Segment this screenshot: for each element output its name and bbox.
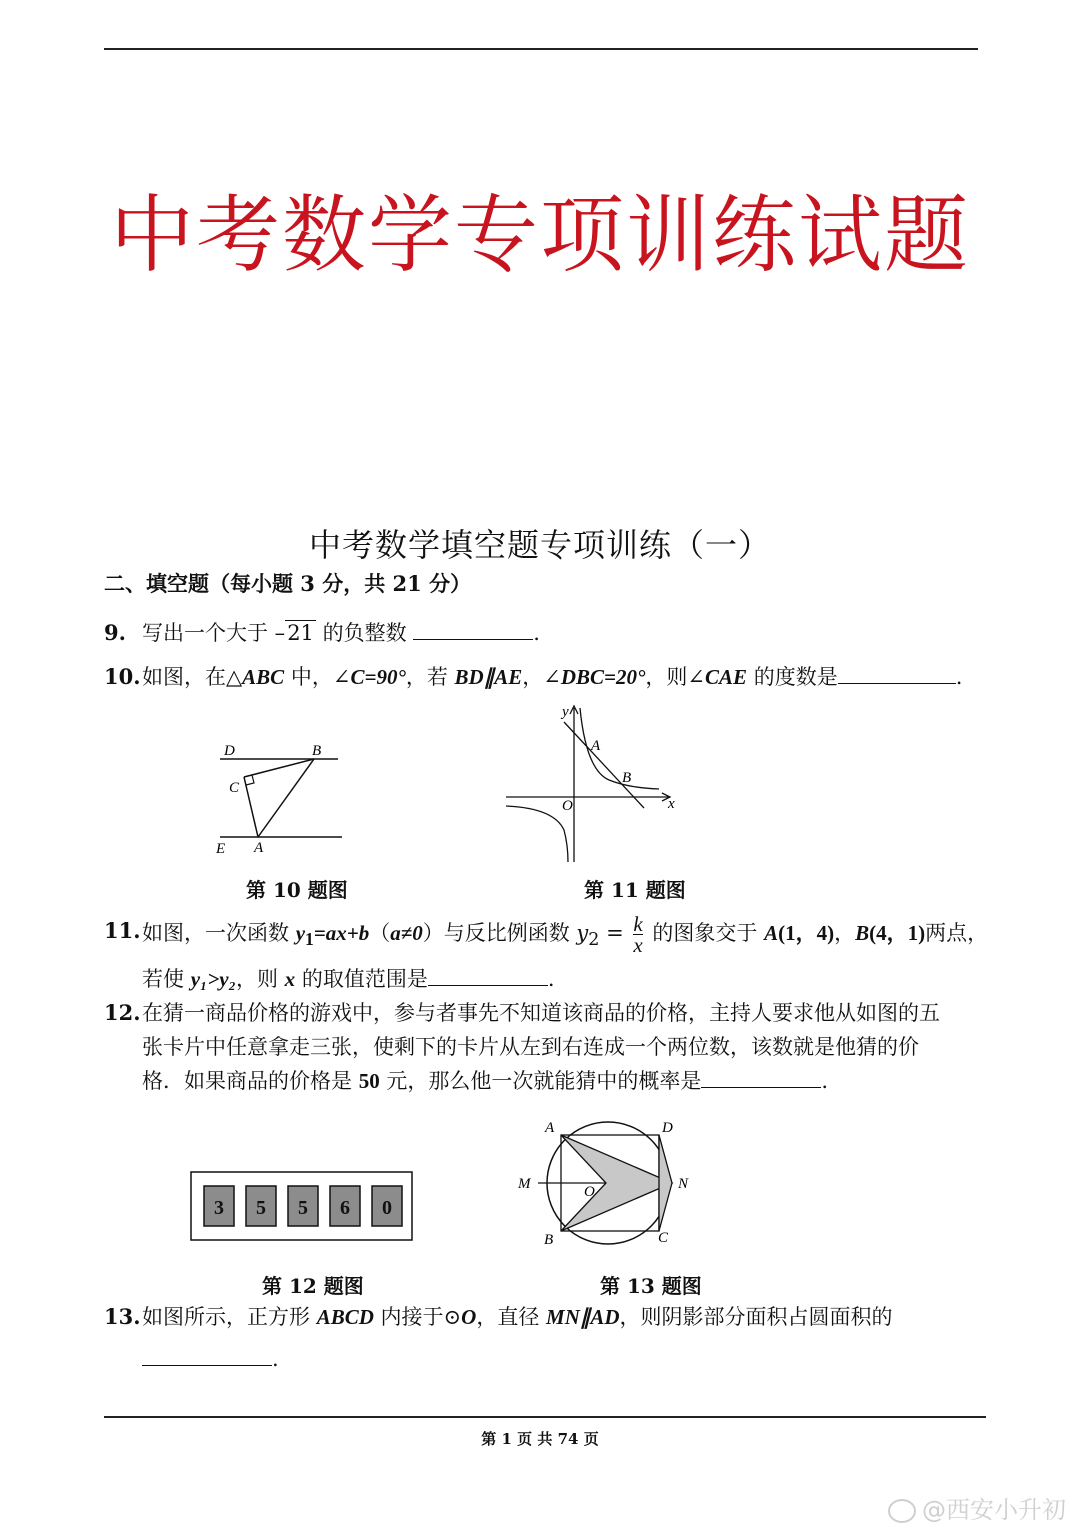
question-number: 13. <box>104 1304 141 1329</box>
question-text: ，则∠ <box>645 665 705 689</box>
question-text: 如图所示，正方形 <box>142 1305 317 1329</box>
question-text: ， <box>834 921 856 945</box>
figure-10-caption: 第 10 题图 <box>246 878 348 902</box>
math-expr: CAE <box>704 665 748 689</box>
question-text: 的图象交于 <box>645 921 765 945</box>
question-10 <box>104 660 963 694</box>
page-footer: 第 1 页 共 74 页 <box>481 1430 599 1448</box>
math-expr: a≠0 <box>390 921 423 945</box>
card-digit: 3 <box>214 1197 224 1219</box>
figure-10 <box>214 740 354 860</box>
question-text: 写出一个大于 – <box>142 621 286 645</box>
figure-12 <box>190 1171 414 1241</box>
figure-13-caption: 第 13 题图 <box>600 1274 702 1298</box>
label-M: M <box>518 1176 531 1192</box>
label-O: O <box>584 1184 595 1200</box>
question-text: 格．如果商品的价格是 <box>142 1069 359 1093</box>
card-digit: 5 <box>298 1197 308 1219</box>
top-rule <box>104 48 978 50</box>
sqrt-radicand: 21 <box>287 621 314 645</box>
card-digit: 6 <box>340 1197 350 1219</box>
question-number: 12. <box>104 1000 141 1025</box>
question-13 <box>104 1300 893 1334</box>
question-text: 的负整数 <box>315 621 407 645</box>
question-text: 如图，在△ <box>142 665 243 689</box>
label-B: B <box>622 770 632 786</box>
label-C: C <box>229 780 240 796</box>
math-expr: =ax+b <box>313 921 370 945</box>
answer-blank[interactable] <box>838 661 956 684</box>
math-sub: 2 <box>588 930 600 951</box>
watermark <box>888 1490 1066 1525</box>
math-expr: (1，4) <box>778 921 835 945</box>
card-digit: 5 <box>256 1197 266 1219</box>
math-expr: O <box>461 1305 477 1329</box>
answer-blank[interactable] <box>413 617 533 640</box>
label-A: A <box>254 840 264 856</box>
section-heading: 二、填空题（每小题 3 分，共 21 分） <box>104 571 472 596</box>
math-expr: y₁>y₂ <box>190 967 236 991</box>
math-expr: B <box>855 921 870 945</box>
label-B: B <box>312 743 322 759</box>
question-11-line-2 <box>142 962 555 996</box>
question-12-line-2 <box>142 1030 919 1064</box>
label-A: A <box>591 738 601 754</box>
math-expr: A <box>764 921 779 945</box>
answer-blank[interactable] <box>701 1065 821 1088</box>
question-text: ，∠ <box>522 665 561 689</box>
math-expr: x <box>284 967 296 991</box>
question-text: 在猜一商品价格的游戏中，参与者事先不知道该商品的价格，主持人要求他从如图的五 <box>142 1001 940 1025</box>
math-expr: y <box>295 921 306 945</box>
math-sub: 1 <box>305 929 314 950</box>
period: . <box>821 1069 829 1093</box>
question-text: 若使 <box>142 967 191 991</box>
question-text: 如图，一次函数 <box>142 921 296 945</box>
question-text: ，若 <box>405 665 455 689</box>
label-C: C <box>658 1230 669 1246</box>
question-text: 的取值范围是 <box>295 967 428 991</box>
label-D: D <box>662 1120 673 1136</box>
figure-11 <box>504 700 694 870</box>
answer-blank[interactable] <box>142 1343 272 1366</box>
figure-11-caption: 第 11 题图 <box>584 878 686 902</box>
label-y: y <box>562 704 569 720</box>
question-9 <box>104 616 540 650</box>
math-expr: = <box>599 921 631 945</box>
period: . <box>272 1347 279 1371</box>
math-expr: 50 <box>358 1069 380 1093</box>
question-text: （ <box>369 921 391 945</box>
watermark-text: @西安小升初 <box>922 1496 1066 1524</box>
fraction-denominator: x <box>633 933 643 957</box>
period: . <box>533 621 540 645</box>
period: . <box>547 967 555 991</box>
label-O: O <box>562 798 573 814</box>
figure-12-caption: 第 12 题图 <box>262 1274 364 1298</box>
question-text: 两点， <box>925 921 989 945</box>
question-number: 10. <box>104 664 141 689</box>
label-x: x <box>668 796 675 812</box>
question-text: ）与反比例函数 <box>422 921 577 945</box>
question-text: 元，那么他一次就能猜中的概率是 <box>379 1069 702 1093</box>
question-text: 的度数是 <box>747 665 838 689</box>
label-N: N <box>678 1176 689 1192</box>
weibo-icon <box>888 1499 916 1523</box>
label-E: E <box>216 841 226 857</box>
question-text: 张卡片中任意拿走三张，使剩下的卡片从左到右连成一个两位数，该数就是他猜的价 <box>142 1035 919 1059</box>
figure-13 <box>512 1112 702 1272</box>
question-text: ，直径 <box>476 1305 547 1329</box>
question-13-line-2 <box>142 1342 279 1376</box>
math-expr: C=90° <box>350 665 406 689</box>
question-12-line-3 <box>142 1064 828 1098</box>
math-expr: MN∥AD <box>546 1305 620 1329</box>
card-digit: 0 <box>382 1197 392 1219</box>
question-number: 11. <box>104 918 141 943</box>
section-title: 中考数学填空题专项训练（一） <box>308 526 771 564</box>
math-expr: ABCD <box>316 1305 374 1329</box>
label-D: D <box>224 743 235 759</box>
question-12 <box>104 996 940 1030</box>
period: . <box>955 665 963 689</box>
question-text: ，则阴影部分面积占圆面积的 <box>619 1305 893 1329</box>
bottom-rule <box>104 1416 986 1418</box>
label-B: B <box>544 1232 554 1248</box>
page-title: 中考数学专项训练试题 <box>109 186 970 284</box>
math-expr: ABC <box>242 665 285 689</box>
math-expr: (4，1) <box>869 921 926 945</box>
fraction-numerator: k <box>633 912 643 936</box>
math-expr: y <box>576 921 589 945</box>
math-expr: BD∥AE <box>454 665 523 689</box>
math-expr: DBC=20° <box>560 665 646 689</box>
answer-blank[interactable] <box>428 963 548 986</box>
question-text: 内接于⊙ <box>373 1305 462 1329</box>
label-A: A <box>545 1120 555 1136</box>
question-number: 9. <box>104 620 126 645</box>
question-text: 中，∠ <box>284 665 351 689</box>
question-text: ，则 <box>235 967 285 991</box>
fraction-k-over-x <box>633 914 642 955</box>
